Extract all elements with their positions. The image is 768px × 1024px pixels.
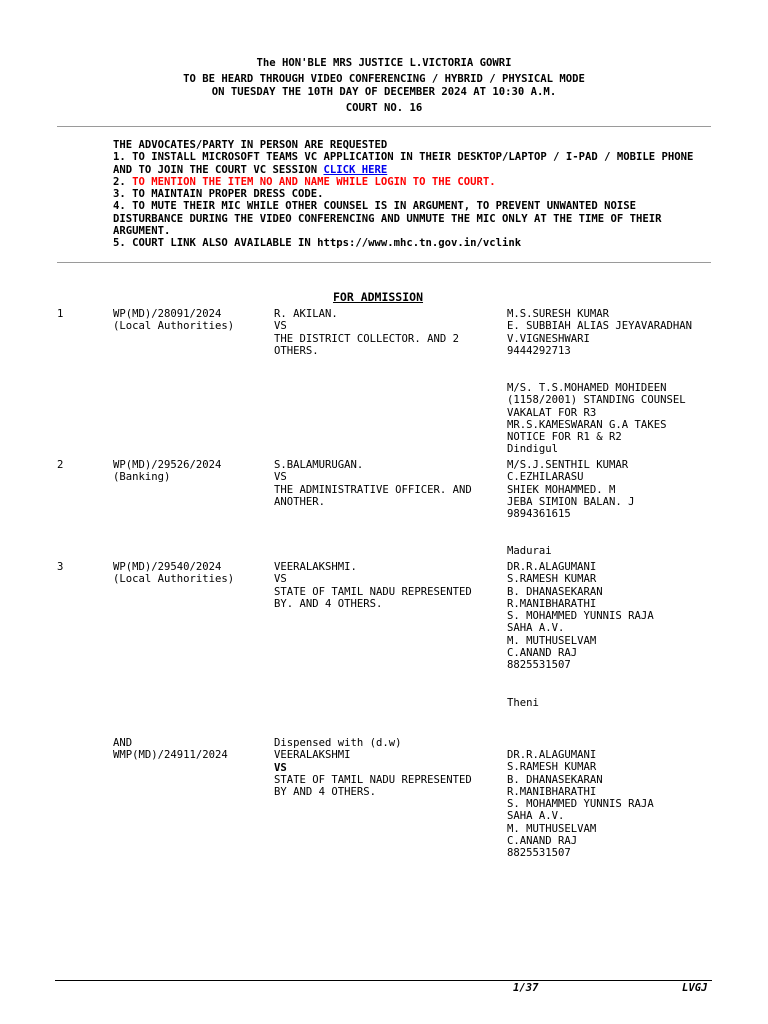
notice-item-1-cont [113,164,693,176]
petitioner: S.BALAMURUGAN. [274,459,364,471]
case-2-number: 2 [57,459,64,471]
respondent: THE DISTRICT COLLECTOR. AND 2 [274,332,459,345]
respondent: STATE OF TAMIL NADU REPRESENTED [274,585,472,598]
counsel-line: VAKALAT FOR R3 [507,406,597,419]
counsel-line: C.ANAND RAJ [507,835,578,848]
case-number: WMP(MD)/24911/2024 [113,749,228,762]
counsel-line: S.RAMESH KUMAR [507,761,597,774]
petitioner: R. AKILAN. [274,308,338,320]
counsel-line: S.RAMESH KUMAR [507,573,597,586]
court-number: COURT NO. 16 [345,102,423,114]
petitioner: VEERALAKSHMI. [274,561,357,573]
counsel-line: M/S.J.SENTHIL KUMAR [507,459,629,471]
case-3-case [113,561,234,586]
case-3-wmp [113,737,228,762]
counsel-line: B. DHANASEKARAN [507,585,603,598]
counsel-line: S. MOHAMMED YUNNIS RAJA [507,798,654,811]
notice-item-2-number: 2. [113,175,133,188]
notice-item-4: 4. TO MUTE THEIR MIC WHILE OTHER COUNSEL IS IN ARGUMENT, TO PREVENT UNWANTED NOISE [113,200,636,213]
case-2-counsel [507,459,635,520]
notice-item-5: 5. COURT LINK ALSO AVAILABLE IN https://www.mhc.tn.gov.in/vclink [113,237,522,250]
case-1-counsel [507,308,692,357]
notice-block [113,139,693,250]
case-3-wmp-counsel [507,749,654,860]
case-3-parties [274,561,472,610]
case-category: (Local Authorities) [113,320,235,333]
notice-item-4-end: ARGUMENT. [113,225,171,238]
counsel-line: SAHA A.V. [507,622,565,635]
counsel-phone: 9444292713 [507,344,571,357]
case-place: Dindigul [507,443,559,456]
hearing-date: ON TUESDAY THE 10TH DAY OF DECEMBER 2024 AT 10:30 A.M. [211,86,557,98]
petitioner: VEERALAKSHMI [274,749,351,762]
counsel-line: SHIEK MOHAMMED. M [507,483,616,496]
counsel-phone: 9894361615 [507,508,571,521]
notice-item-1: 1. TO INSTALL MICROSOFT TEAMS VC APPLICATION IN THEIR DESKTOP/LAPTOP / I-PAD / MOBILE PHONE [113,151,694,164]
case-1-case [113,308,234,333]
section-heading: FOR ADMISSION [333,290,424,304]
case-number: WP(MD)/29540/2024 [113,561,222,573]
counsel-line: C.ANAND RAJ [507,647,578,660]
page-number: 1/37 [513,982,539,994]
case-3-place: Theni [507,697,539,709]
notice-item-2-text: TO MENTION THE ITEM NO AND NAME WHILE LOGIN TO THE COURT. [132,175,496,188]
case-1-respondent-counsel [507,382,686,456]
counsel-line: R.MANIBHARATHI [507,597,597,610]
counsel-line: M.S.SURESH KUMAR [507,308,610,320]
counsel-line: V.VIGNESHWARI [507,332,590,345]
counsel-line: SAHA A.V. [507,810,565,823]
respondent-cont: ANOTHER. [274,495,326,508]
versus: VS [274,471,287,484]
versus: VS [274,761,287,774]
click-here-link[interactable]: CLICK HERE [323,163,388,176]
counsel-line: E. SUBBIAH ALIAS JEYAVARADHAN [507,320,692,333]
judge-title: The HON'BLE MRS JUSTICE L.VICTORIA GOWRI [256,57,512,69]
respondent-cont: BY AND 4 OTHERS. [274,786,377,799]
case-2-place: Madurai [507,545,552,557]
case-category: (Banking) [113,471,171,484]
respondent: STATE OF TAMIL NADU REPRESENTED [274,773,472,786]
case-3-number: 3 [57,561,64,573]
respondent-cont: OTHERS. [274,344,319,357]
case-2-case [113,459,221,484]
counsel-line: MR.S.KAMESWARAN G.A TAKES [507,418,667,431]
divider-top [57,126,711,127]
counsel-line: R.MANIBHARATHI [507,785,597,798]
respondent-cont: BY. AND 4 OTHERS. [274,597,383,610]
counsel-line: M. MUTHUSELVAM [507,822,597,835]
notice-intro: THE ADVOCATES/PARTY IN PERSON ARE REQUESTED [113,139,388,151]
case-1-parties [274,308,459,357]
dispensed-note: Dispensed with (d.w) [274,737,402,749]
case-number: WP(MD)/28091/2024 [113,308,222,320]
counsel-phone: 8825531507 [507,847,571,860]
case-number: WP(MD)/29526/2024 [113,459,222,471]
counsel-line: B. DHANASEKARAN [507,773,603,786]
case-1-number: 1 [57,308,64,320]
counsel-line: DR.R.ALAGUMANI [507,561,597,573]
counsel-line: M. MUTHUSELVAM [507,634,597,647]
case-3-counsel [507,561,654,672]
case-3-wmp-parties [274,737,472,798]
counsel-line: JEBA SIMION BALAN. J [507,495,635,508]
case-2-parties [274,459,472,508]
footer-rule [55,980,712,981]
counsel-phone: 8825531507 [507,659,571,672]
and-label: AND [113,737,133,749]
counsel-line: C.EZHILARASU [507,471,584,484]
divider-bottom [57,262,711,263]
versus: VS [274,320,287,333]
counsel-line: S. MOHAMMED YUNNIS RAJA [507,610,654,623]
counsel-line: NOTICE FOR R1 & R2 [507,431,622,444]
hearing-mode: TO BE HEARD THROUGH VIDEO CONFERENCING / HYBRID / PHYSICAL MODE [183,73,585,85]
counsel-line: (1158/2001) STANDING COUNSEL [507,394,686,407]
notice-item-1-text: AND TO JOIN THE COURT VC SESSION [113,163,324,176]
court-code: LVGJ [682,982,708,994]
counsel-line: M/S. T.S.MOHAMED MOHIDEEN [507,382,667,394]
notice-item-4-cont: DISTURBANCE DURING THE VIDEO CONFERENCING AND UNMUTE THE MIC ONLY AT THE TIME OF THEIR [113,212,662,225]
notice-item-2 [113,176,693,188]
notice-item-3: 3. TO MAINTAIN PROPER DRESS CODE. [113,188,324,201]
counsel-line: DR.R.ALAGUMANI [507,749,597,761]
case-category: (Local Authorities) [113,573,235,586]
respondent: THE ADMINISTRATIVE OFFICER. AND [274,483,472,496]
versus: VS [274,573,287,586]
